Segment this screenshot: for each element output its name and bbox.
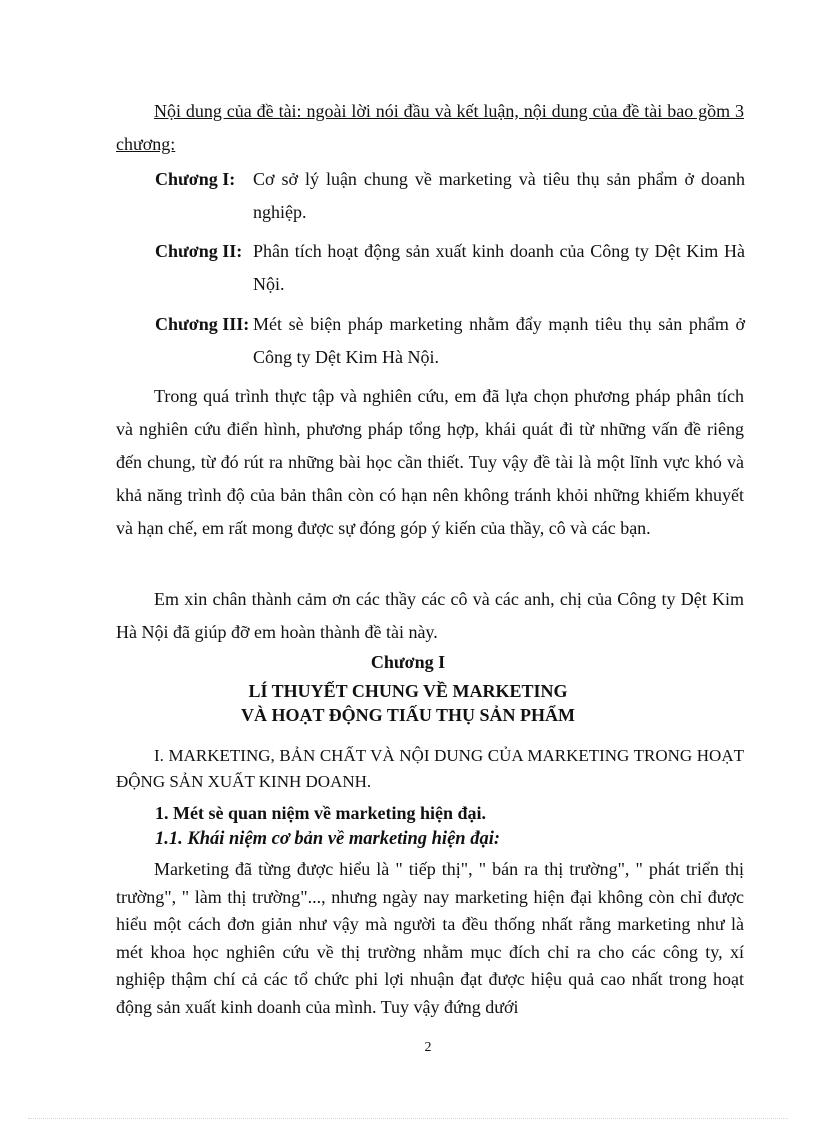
chapter-text: Mét sè biện pháp marketing nhằm đẩy mạnh tiêu thụ sản phẩm ở Công ty Dệt Kim Hà Nội.	[253, 314, 745, 367]
chapter-label: Chương II:	[155, 241, 243, 261]
marketing-paragraph: Marketing đã từng được hiểu là " tiếp thị", " bán ra thị trường", " phát triển thị trường", " làm thị trường"..., nhưng ngày nay marketing hiện đại không còn chỉ được hiểu một cách đơn giản như vậy mà người ta đều thống nhất rằng marketing như là mét khoa học nghiên cứu về thị trường nhằm mục đích chỉ ra cho các công ty, xí nghiệp thậm chí cả các tổ chức phi lợi nhuận đạt được hiệu quả cao nhất trong hoạt động sản xuất kinh doanh của mình. Tuy vậy đứng dưới	[116, 859, 744, 1017]
chapter-item-1	[155, 163, 745, 229]
chapter-text: Phân tích hoạt động sản xuất kinh doanh của Công ty Dệt Kim Hà Nội.	[253, 241, 745, 294]
thanks-paragraph: Em xin chân thành cảm ơn các thầy các cô và các anh, chị của Công ty Dệt Kim Hà Nội đã giúp đỡ em hoàn thành đề tài này.	[116, 589, 744, 642]
section-heading-i: I. MARKETING, BẢN CHẤT VÀ NỘI DUNG CỦA MARKETING TRONG HOẠT ĐỘNG SẢN XUẤT KINH DOANH.	[116, 746, 744, 791]
page-number: 2	[424, 1040, 432, 1055]
heading-1-1: 1.1. Khái niệm cơ bản về marketing hiện đại:	[155, 829, 500, 849]
chapter-label: Chương I:	[155, 169, 236, 189]
chapter-title-line-2: VÀ HOẠT ĐỘNG TIẤU THỤ SẢN PHẨM	[240, 705, 576, 725]
page-bottom-border	[28, 1118, 788, 1119]
chapter-item-3	[155, 308, 745, 374]
method-paragraph: Trong quá trình thực tập và nghiên cứu, em đã lựa chọn phương pháp phân tích và nghiên cứu điển hình, phương pháp tổng hợp, khái quát đi từ những vấn đề riêng đến chung, từ đó rút ra những bài học cần thiết. Tuy vậy đề tài là một lĩnh vực khó và khả năng trình độ của bản thân còn có hạn nên không tránh khỏi những khiếm khuyết và hạn chế, em rất mong được sự đóng góp ý kiến của thầy, cô và các bạn.	[116, 386, 744, 538]
chapter-item-2	[155, 235, 745, 301]
chapter-label: Chương III:	[155, 314, 250, 334]
intro-paragraph: Nội dung của đề tài: ngoài lời nói đầu và kết luận, nội dung của đề tài bao gồm 3 chương:	[116, 101, 744, 154]
chapter-title-line-1: LÍ THUYẾT CHUNG VỀ MARKETING	[248, 681, 568, 701]
chapter-heading: Chương I	[370, 652, 446, 672]
heading-1: 1. Mét sè quan niệm về marketing hiện đại.	[155, 803, 486, 823]
chapter-text: Cơ sở lý luận chung về marketing và tiêu thụ sản phẩm ở doanh nghiệp.	[253, 169, 745, 222]
